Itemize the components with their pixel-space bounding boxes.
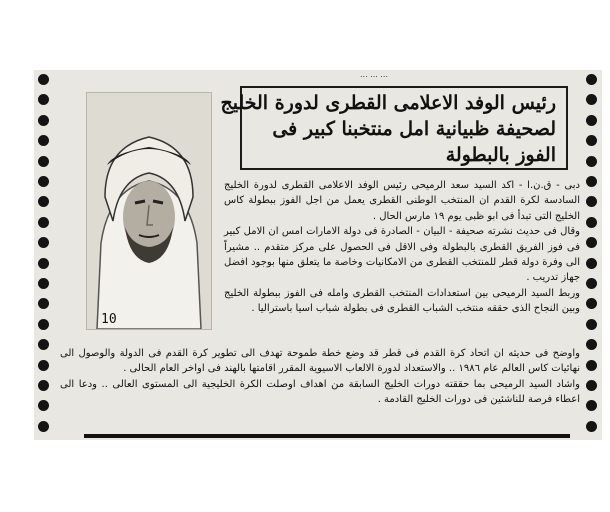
portrait-photo bbox=[86, 92, 212, 330]
article-paragraph: دبى - ق.ن.ا - اكد السيد سعد الرميحى رئيس الوفد الاعلامى القطرى لدورة الخليج السادسة لكرة القدم ان المنتخب الوطنى القطرى يعمل من اجل الفوز ببطولة كاس الخليج التى تبدأ فى ابو ظبى يوم ١٩ مارس الحال . bbox=[224, 180, 580, 222]
headline-line-2: لصحيفة ظبيانية امل منتخبنا كبير فى bbox=[272, 118, 556, 140]
border-dot bbox=[38, 339, 49, 350]
border-dot bbox=[38, 196, 49, 207]
border-dot bbox=[38, 217, 49, 228]
border-dot bbox=[586, 380, 597, 391]
left-dot-border bbox=[38, 70, 50, 440]
border-dot bbox=[38, 237, 49, 248]
border-dot bbox=[38, 115, 49, 126]
article-paragraph: واشاد السيد الرميحى بما حققته دورات الخليج السابقة من اهداف اوصلت الكرة الخليجية الى المستوى العالى .. ودعا الى اعطاء فرصة للناشئين فى دورات الخليج القادمة . bbox=[60, 378, 580, 406]
border-dot bbox=[586, 421, 597, 432]
photo-code: 10 bbox=[101, 312, 117, 327]
border-dot bbox=[38, 400, 49, 411]
border-dot bbox=[586, 135, 597, 146]
border-dot bbox=[586, 74, 597, 85]
border-dot bbox=[586, 258, 597, 269]
border-dot bbox=[38, 94, 49, 105]
bottom-margin bbox=[0, 440, 610, 512]
border-dot bbox=[38, 278, 49, 289]
top-margin bbox=[0, 0, 610, 70]
article-body-upper bbox=[224, 178, 580, 317]
right-dot-border bbox=[586, 70, 598, 440]
border-dot bbox=[586, 298, 597, 309]
border-dot bbox=[586, 278, 597, 289]
border-dot bbox=[38, 156, 49, 167]
border-dot bbox=[586, 319, 597, 330]
article-paragraph: وقال فى حديث نشرته صحيفة - البيان - الصادرة فى دولة الامارات امس ان الامل كبير فى فوز الفريق القطرى بالبطولة وفى الاقل فى الحصول على مركز متقدم .. مشيراً الى وفرة دولة قطر للمنتخب القطرى من الامكانيات وخاصة ما يتعلق منها بوجود افضل جهاز تدريب . bbox=[224, 226, 580, 284]
border-dot bbox=[586, 156, 597, 167]
border-dot bbox=[586, 196, 597, 207]
border-dot bbox=[38, 380, 49, 391]
border-dot bbox=[586, 94, 597, 105]
border-dot bbox=[38, 360, 49, 371]
headline-box bbox=[220, 86, 568, 170]
article-paragraph: واوضح فى حديثه ان اتحاد كرة القدم فى قطر قد وضع خطة طموحة تهدف الى تطوير كرة القدم فى الدولة والوصول الى نهائيات كاس العالم عام ١٩٨٦ .. والاستعداد لدورة الالعاب الاسيوية المقرر اقامتها بالهند فى اواخر العام الحالى . bbox=[60, 348, 580, 375]
border-dot bbox=[586, 400, 597, 411]
border-dot bbox=[586, 237, 597, 248]
portrait-figure bbox=[87, 93, 211, 329]
article-body-lower bbox=[60, 346, 580, 408]
border-dot bbox=[38, 176, 49, 187]
border-dot bbox=[586, 217, 597, 228]
headline-line-1: رئيس الوفد الاعلامى القطرى لدورة الخليج bbox=[220, 92, 556, 114]
border-dot bbox=[38, 74, 49, 85]
headline-line-3: الفوز بالبطولة bbox=[445, 144, 556, 166]
border-dot bbox=[38, 298, 49, 309]
border-dot bbox=[586, 360, 597, 371]
border-dot bbox=[38, 421, 49, 432]
top-strip-text: ... ... ... bbox=[360, 70, 388, 79]
border-dot bbox=[586, 115, 597, 126]
border-dot bbox=[38, 135, 49, 146]
border-dot bbox=[586, 176, 597, 187]
border-dot bbox=[38, 319, 49, 330]
article-paragraph: وربط السيد الرميحى بين استعدادات المنتخب القطرى وامله فى الفوز ببطولة الخليج وبين النجاح الذى حققه منتخب الشباب القطرى فى بطولة شباب اسيا باستراليا . bbox=[224, 287, 580, 315]
border-dot bbox=[586, 339, 597, 350]
border-dot bbox=[38, 258, 49, 269]
bottom-rule bbox=[84, 434, 570, 438]
